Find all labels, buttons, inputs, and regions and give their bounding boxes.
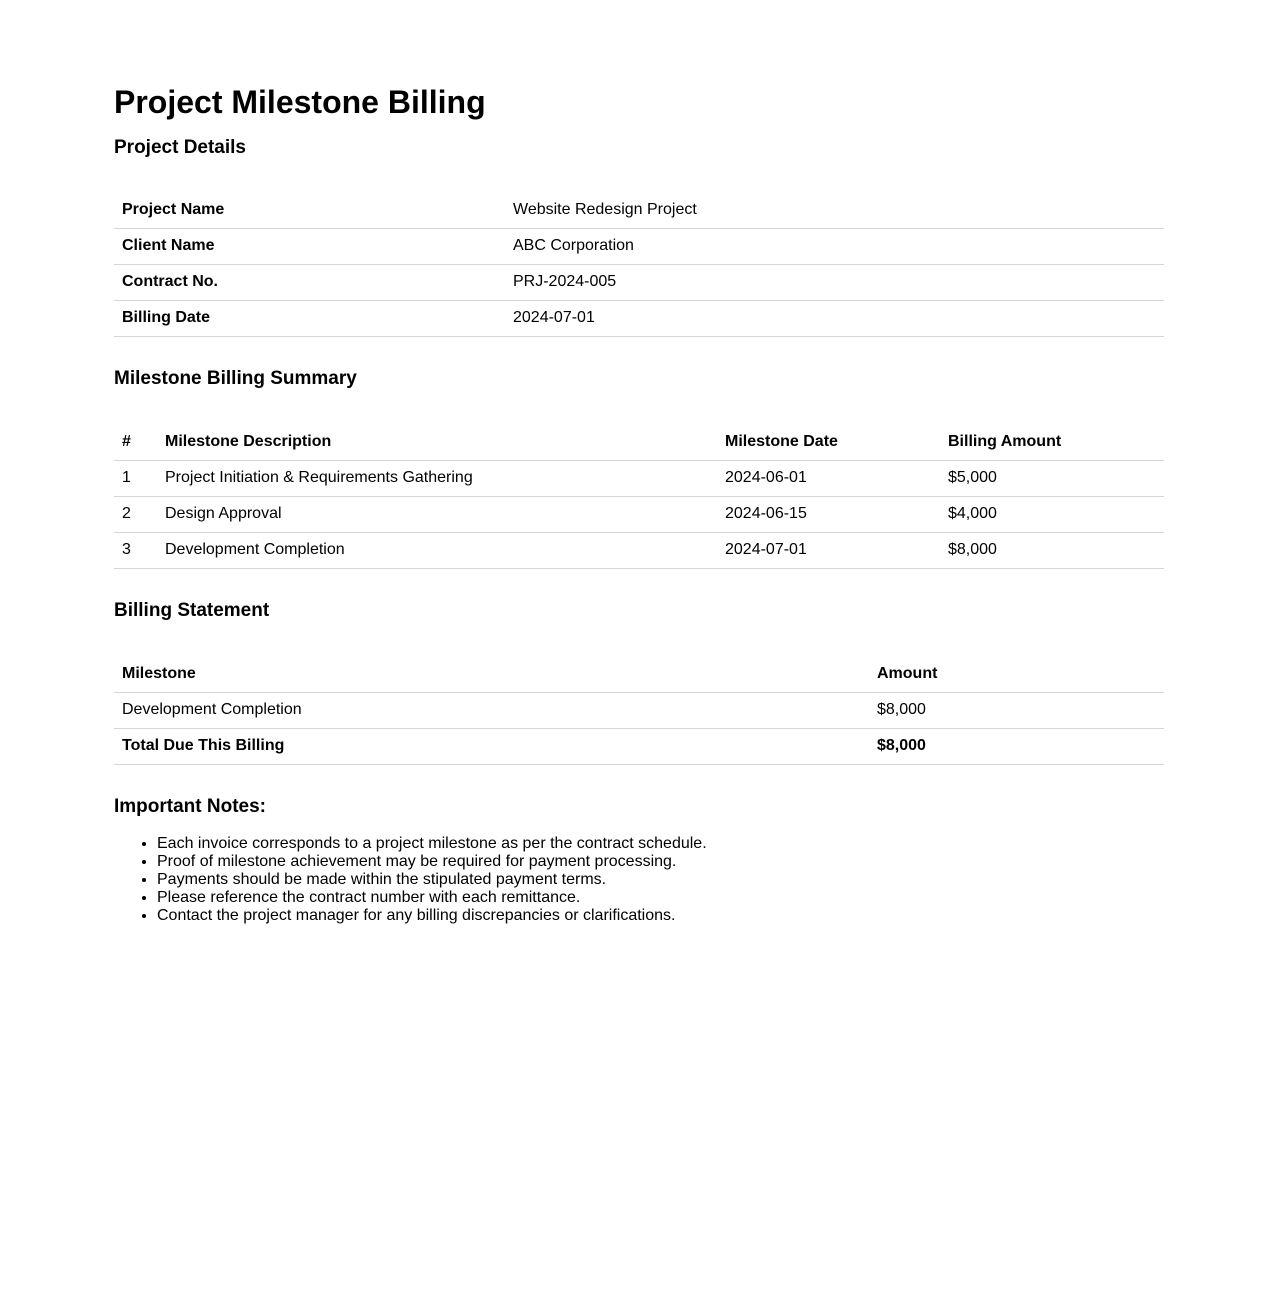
billing-statement-table: [114, 657, 1164, 765]
milestone-date: 2024-06-15: [717, 497, 940, 533]
table-row: [114, 497, 1164, 533]
contract-no-value: PRJ-2024-005: [505, 265, 1164, 301]
contract-no-label: Contract No.: [114, 265, 505, 301]
billing-date-label: Billing Date: [114, 301, 505, 337]
table-row: [114, 265, 1164, 301]
project-details-heading: Project Details: [114, 137, 246, 158]
billing-statement-heading: Billing Statement: [114, 600, 270, 621]
client-name-value: ABC Corporation: [505, 229, 1164, 265]
column-header-amount: Amount: [869, 657, 1164, 693]
list-item: • Payments should be made within the stipulated payment terms.: [157, 871, 1164, 889]
milestone-number: 2: [114, 497, 157, 533]
milestone-amount: $4,000: [940, 497, 1164, 533]
milestone-amount: $5,000: [940, 461, 1164, 497]
project-details-table: [114, 193, 1164, 337]
table-row: [114, 193, 1164, 229]
milestone-amount: $8,000: [940, 533, 1164, 569]
list-item: • Contact the project manager for any billing discrepancies or clarifications.: [157, 907, 1164, 925]
column-header-milestone: Milestone: [114, 657, 869, 693]
milestone-description: Development Completion: [157, 533, 717, 569]
table-row: [114, 301, 1164, 337]
column-header-description: Milestone Description: [157, 425, 717, 461]
column-header-number: #: [114, 425, 157, 461]
table-row: [114, 229, 1164, 265]
column-header-amount: Billing Amount: [940, 425, 1164, 461]
table-row: [114, 533, 1164, 569]
billing-date-value: 2024-07-01: [505, 301, 1164, 337]
table-header-row: [114, 425, 1164, 461]
client-name-label: Client Name: [114, 229, 505, 265]
milestone-date: 2024-06-01: [717, 461, 940, 497]
table-row: [114, 461, 1164, 497]
milestone-description: Project Initiation & Requirements Gathering: [157, 461, 717, 497]
milestone-summary-table: [114, 425, 1164, 569]
milestone-number: 1: [114, 461, 157, 497]
table-row: [114, 693, 1164, 729]
list-item: • Each invoice corresponds to a project milestone as per the contract schedule.: [157, 835, 1164, 853]
statement-amount: $8,000: [869, 693, 1164, 729]
total-label: Total Due This Billing: [114, 729, 869, 765]
total-amount: $8,000: [869, 729, 1164, 765]
project-name-label: Project Name: [114, 193, 505, 229]
list-item: • Proof of milestone achievement may be required for payment processing.: [157, 853, 1164, 871]
table-header-row: [114, 657, 1164, 693]
milestone-date: 2024-07-01: [717, 533, 940, 569]
total-row: [114, 729, 1164, 765]
statement-milestone: Development Completion: [114, 693, 869, 729]
page-title: Project Milestone Billing: [114, 84, 486, 120]
milestone-number: 3: [114, 533, 157, 569]
milestone-description: Design Approval: [157, 497, 717, 533]
milestone-summary-heading: Milestone Billing Summary: [114, 368, 357, 389]
column-header-date: Milestone Date: [717, 425, 940, 461]
notes-heading: Important Notes:: [114, 796, 266, 817]
list-item: • Please reference the contract number with each remittance.: [157, 889, 1164, 907]
notes-list: [114, 835, 1164, 925]
project-name-value: Website Redesign Project: [505, 193, 1164, 229]
